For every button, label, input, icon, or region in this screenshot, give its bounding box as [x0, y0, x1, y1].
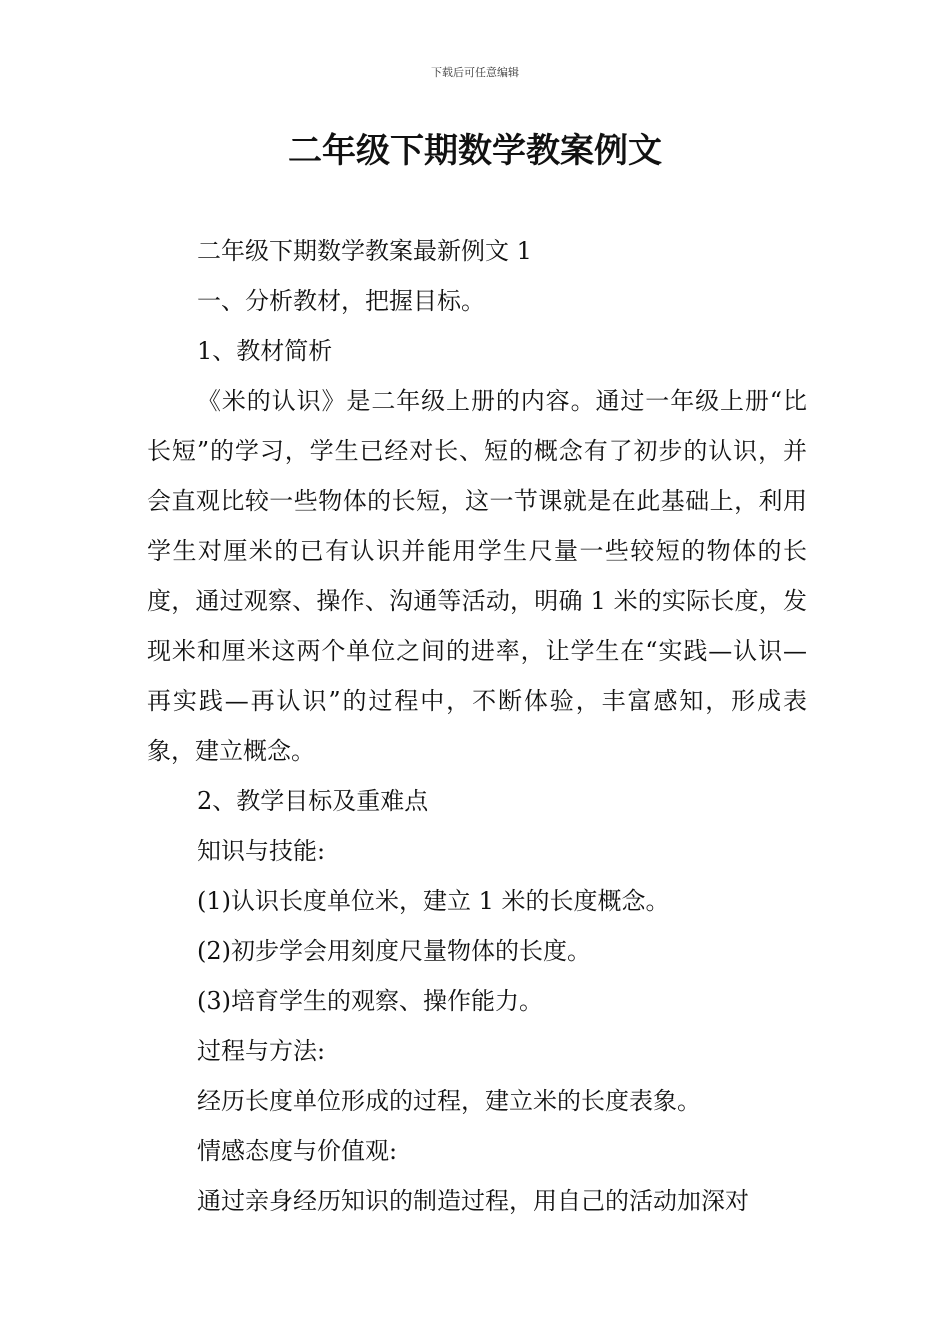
emotion-values-heading: 情感态度与价值观:	[197, 1137, 398, 1165]
knowledge-goal-1: (1)认识长度单位米，建立 1 米的长度概念。	[197, 887, 670, 915]
section-heading: 一、分析教材，把握目标。	[197, 287, 485, 315]
process-method-text: 经历长度单位形成的过程，建立米的长度表象。	[197, 1087, 701, 1115]
page-header: 下载后可任意编辑	[431, 66, 519, 79]
knowledge-goal-2: (2)初步学会用刻度尺量物体的长度。	[197, 937, 591, 965]
knowledge-skills-heading: 知识与技能:	[197, 837, 326, 865]
item-heading-teaching-goals: 2、教学目标及重难点	[197, 787, 429, 815]
emotion-values-text: 通过亲身经历知识的制造过程，用自己的活动加深对	[197, 1187, 749, 1215]
textbook-analysis-paragraph: 《米的认识》是二年级上册的内容。通过一年级上册“比长短”的学习，学生已经对长、短的概念有了初步的认识，并会直观比较一些物体的长短，这一节课就是在此基础上，利用学生对厘米的已有认识并能用学生尺量一些较短的物体的长度，通过观察、操作、沟通等活动，明确 1 米的实际长度，发现米和厘米这两个单位之间的进率，让学生在“实践—认识—再实践—再认识”的过程中，不断体验，丰富感知，形成表象，建立概念。	[147, 387, 807, 765]
document-title: 二年级下期数学教案例文	[288, 131, 662, 171]
document-body	[147, 226, 807, 1226]
item-heading-textbook-analysis: 1、教材简析	[197, 337, 333, 365]
knowledge-goal-3: (3)培育学生的观察、操作能力。	[197, 987, 543, 1015]
process-method-heading: 过程与方法:	[197, 1037, 326, 1065]
subtitle: 二年级下期数学教案最新例文 1	[197, 237, 532, 265]
